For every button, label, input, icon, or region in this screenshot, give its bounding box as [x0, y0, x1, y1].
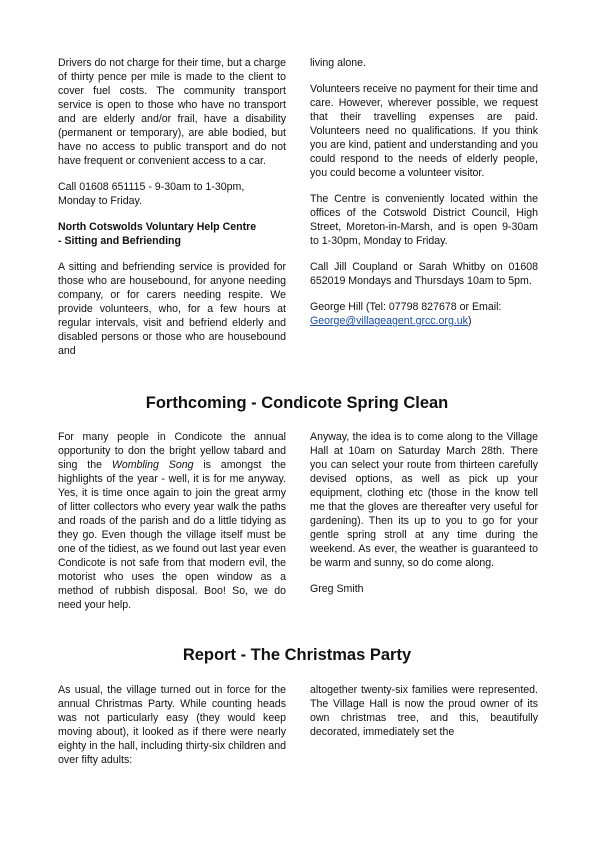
volunteers-paragraph: Volunteers receive no payment for their time and care. However, wherever possible, we request that their travelling expenses are paid. Volunteers need no qualifications. If you think you are kind, patient and understanding and you could respond to the needs of elderly people, you could become a volunteer visitor.	[310, 83, 538, 179]
top-left-column	[58, 56, 286, 370]
christmas-heading: Report - The Christmas Party	[182, 646, 412, 664]
spring-clean-right-column	[310, 430, 538, 608]
subheading-line-1: North Cotswolds Voluntary Help Centre	[58, 221, 257, 233]
transport-call-info	[58, 180, 286, 208]
transport-paragraph: Drivers do not charge for their time, but a charge of thirty pence per mile is made to the client to cover fuel costs. The community transport service is open to those who have no transport and are elderly and/or frail, have a disability (permanent or temporary), are able bodied, but have no access to public transport and do not have frequent or convenient access to a car.	[58, 57, 286, 167]
george-hill-contact	[310, 300, 538, 328]
subheading-line-2: - Sitting and Befriending	[58, 235, 181, 247]
call-contacts-paragraph: Call Jill Coupland or Sarah Whitby on 01608 652019 Mondays and Thursdays 10am to 5pm.	[310, 261, 538, 287]
email-link[interactable]: George@villageagent.grcc.org.uk	[310, 315, 468, 327]
contact-prefix: George Hill (Tel: 07798 827678 or Email:	[310, 301, 502, 313]
wombling-song-title: Wombling Song	[111, 459, 194, 471]
call-line-1: Call 01608 651115 - 9-30am to 1-30pm,	[58, 181, 245, 193]
help-centre-subheading	[58, 220, 286, 248]
christmas-paragraph-left: As usual, the village turned out in force for the annual Christmas Party. While counting heads was not particularly easy (they would keep moving about), it looked as if there were nearly eighty in the hall, including thirty-six children and over fifty adults:	[58, 684, 286, 766]
christmas-paragraph-right: altogether twenty-six families were represented. The Village Hall is now the proud owner of its own christmas tree, and this, beautifully decorated, immediately set the	[310, 684, 538, 738]
signature: Greg Smith	[310, 583, 364, 595]
befriending-paragraph: A sitting and befriending service is provided for those who are housebound, for anyone needing company, or for carers needing respite. We provide volunteers, who, for a few hours at regular intervals, visit and befriend elderly and disabled persons or those who are housebound and	[58, 261, 286, 357]
spring-clean-details: Anyway, the idea is to come along to the Village Hall at 10am on Saturday March 28th. There you can select your route from thirteen carefully devised options, as well as pick up your equipment, clothing etc (those in the know tell me that the gloves are thereafter very useful for gardening). Then its up to you to go for your gentle spring stroll at any time during the weekend. As ever, the weather is guaranteed to be warm and sunny, so do come along.	[310, 431, 538, 569]
top-right-column	[310, 56, 538, 340]
spring-clean-left-column	[58, 430, 286, 624]
contact-suffix: )	[467, 315, 472, 327]
christmas-right-column	[310, 683, 538, 751]
centre-location-paragraph: The Centre is conveniently located within the offices of the Cotswold District Council, High Street, Moreton-in-Marsh, and is open 9-30am to 1-30pm, Monday to Friday.	[310, 193, 538, 247]
spring-clean-heading: Forthcoming - Condicote Spring Clean	[145, 394, 449, 412]
living-alone-text: living alone.	[310, 57, 366, 69]
call-line-2: Monday to Friday.	[58, 195, 142, 207]
christmas-left-column	[58, 683, 286, 779]
spring-clean-paragraph: For many people in Condicote the annual opportunity to don the bright yellow tabard and sing the Wombling Song is amongst the highlights of the year - well, it is for me anyway. Yes, it is time once again to join the great army of litter collectors who every year walk the paths and roads of the parish and do a little tidying as they go. Even though the village itself must be one of the tidiest, as we found out last year even Condicote is not safe from that modern evil, the motorist who uses the open window as a method of rubbish disposal. Boo! So, we do need your help.	[58, 431, 286, 611]
